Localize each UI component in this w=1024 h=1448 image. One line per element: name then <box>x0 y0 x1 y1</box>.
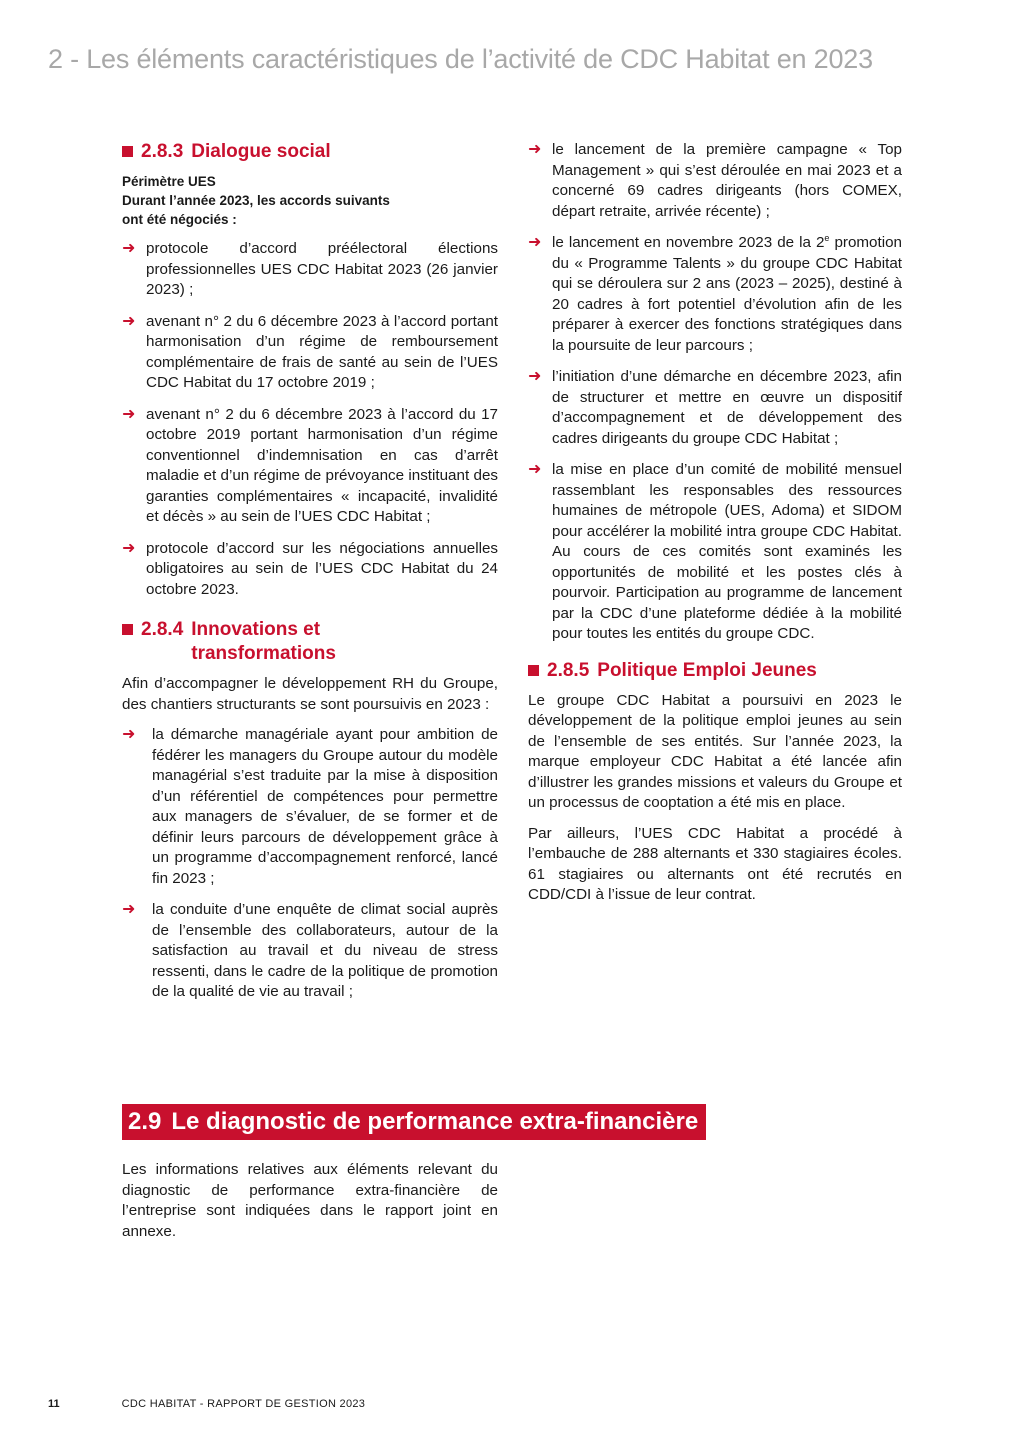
arrow-right-icon: ➜ <box>528 234 542 251</box>
red-square-icon <box>528 665 539 676</box>
arrow-right-icon: ➜ <box>122 405 136 423</box>
list-item: ➜ la conduite d’une enquête de climat social auprès de l’ensemble des collaborateurs, autour de la satisfaction au travail et du niveau de stress ressenti, dans le cadre de la politique de promotion de la qualité de vie au travail ; <box>122 900 498 1003</box>
section-title: Innovations et transformations <box>191 619 336 664</box>
agreements-list <box>122 239 498 600</box>
arrow-right-icon: ➜ <box>122 901 136 918</box>
diagnostic-paragraph: Les informations relatives aux éléments relevant du diagnostic de performance extra-financière de l’entreprise sont indiquées dans le rapport joint en annexe. <box>122 1161 498 1240</box>
footer-title: CDC HABITAT - RAPPORT DE GESTION 2023 <box>121 1398 366 1410</box>
section-2-9-banner <box>122 1104 706 1140</box>
list-item: ➜ protocole d’accord préélectoral élections professionnelles UES CDC Habitat 2023 (26 janvier 2023) ; <box>122 239 498 301</box>
list-item: ➜ avenant n° 2 du 6 décembre 2023 à l’accord portant harmonisation d’un régime de remboursement complémentaire de frais de santé au sein de l’UES CDC Habitat du 17 octobre 2019 ; <box>122 312 498 394</box>
projects-list <box>122 725 498 1003</box>
section-title: Le diagnostic de performance extra-financière <box>171 1108 699 1135</box>
page-number: 11 <box>48 1398 60 1410</box>
section-number: 2.8.3 <box>141 141 184 162</box>
arrow-right-icon: ➜ <box>122 240 136 257</box>
section-2-8-5-heading <box>528 659 902 683</box>
red-square-icon <box>122 624 133 635</box>
arrow-right-icon: ➜ <box>122 539 136 557</box>
list-item: ➜ protocole d’accord sur les négociations annuelles obligatoires au sein de l’UES CDC Habitat du 24 octobre 2023. <box>122 539 498 601</box>
section-number: 2.8.5 <box>547 659 590 681</box>
arrow-right-icon: ➜ <box>122 312 136 330</box>
list-item: ➜ la démarche managériale ayant pour ambition de fédérer les managers du Groupe autour du modèle managérial s’est traduite par la mise à disposition d’un référentiel de compétences pour permettre aux managers de s’évaluer, de se former et de définir leurs parcours de développement grâce à un programme d’accompagnement renforcé, lancé fin 2023 ; <box>122 725 498 889</box>
perimeter-label: Périmètre UES <box>122 174 216 189</box>
projects-list-continued <box>528 140 902 645</box>
list-item: ➜ le lancement de la première campagne « Top Management » qui s’est déroulée en mai 2023 et a concerné 69 cadres dirigeants (hors COMEX, départ retraite, arrivée récente) ; <box>528 140 902 222</box>
list-item: ➜ avenant n° 2 du 6 décembre 2023 à l’accord du 17 octobre 2019 portant harmonisation d’un régime conventionnel d’indemnisation en cas d’arrêt maladie et d’un régime de prévoyance instituant des garanties complémentaires « incapacité, invalidité et décès » au sein de l’UES CDC Habitat ; <box>122 405 498 528</box>
section-title: Dialogue social <box>191 141 331 162</box>
diagnostic-paragraph-wrapper <box>122 1160 498 1252</box>
section-number: 2.8.4 <box>141 619 184 640</box>
page-footer <box>48 1398 365 1410</box>
list-item: ➜ le lancement en novembre 2023 de la 2e promotion du « Programme Talents » du groupe CDC Habitat qui se déroulera sur 2 ans (2023 – 2025), destiné à 20 cadres à fort potentiel d’évolution afin de les préparer à exercer des fonctions stratégiques dans la poursuite de leur parcours ; <box>528 233 902 356</box>
arrow-right-icon: ➜ <box>528 461 542 478</box>
section-number: 2.9 <box>128 1108 162 1135</box>
innovations-intro: Afin d’accompagner le développement RH du Groupe, des chantiers structurants se sont poursuivis en 2023 : <box>122 675 498 713</box>
section-2-8-3-heading <box>122 140 498 164</box>
red-square-icon <box>122 146 133 157</box>
arrow-right-icon: ➜ <box>528 141 542 158</box>
section-title: Politique Emploi Jeunes <box>597 659 817 681</box>
left-column <box>122 140 498 1014</box>
list-item: ➜ l’initiation d’une démarche en décembre 2023, afin de structurer et mettre en œuvre un dispositif d’accompagnement et de développement des cadres dirigeants du groupe CDC Habitat ; <box>528 367 902 449</box>
page-header-title: 2 - Les éléments caractéristiques de l’activité de CDC Habitat en 2023 <box>48 44 873 74</box>
list-item: ➜ la mise en place d’un comité de mobilité mensuel rassemblant les responsables des ressources humaines de métropole (UES, Adoma) et SIDOM pour accélérer la mobilité intra groupe CDC Habitat. Au cours de ces comités sont examinés les opportunités de mobilité et les postes clés à pourvoir. Participation au programme de lancement par la CDC d’une plateforme dédiée à la mobilité pour toutes les entités du groupe CDC. <box>528 460 902 645</box>
arrow-right-icon: ➜ <box>528 368 542 385</box>
section-2-8-4-heading <box>122 618 498 666</box>
year-intro-line1: Durant l’année 2023, les accords suivants <box>122 193 390 208</box>
arrow-right-icon: ➜ <box>122 726 136 743</box>
right-column <box>528 140 902 916</box>
youth-employment-paragraph: Le groupe CDC Habitat a poursuivi en 2023 le développement de la politique emploi jeunes au sein de l’ensemble de ses entités. Sur l’année 2023, la marque employeur CDC Habitat a été lancée afin d’illustrer les grandes missions et valeurs du Groupe et un processus de cooptation a été mis en place. <box>528 691 902 811</box>
hiring-paragraph: Par ailleurs, l’UES CDC Habitat a procédé à l’embauche de 288 alternants et 330 stagiaires écoles. 61 stagiaires ou alternants ont été recrutés en CDD/CDI à l’issue de leur contrat. <box>528 824 902 903</box>
year-intro-line2: ont été négociés : <box>122 212 237 227</box>
